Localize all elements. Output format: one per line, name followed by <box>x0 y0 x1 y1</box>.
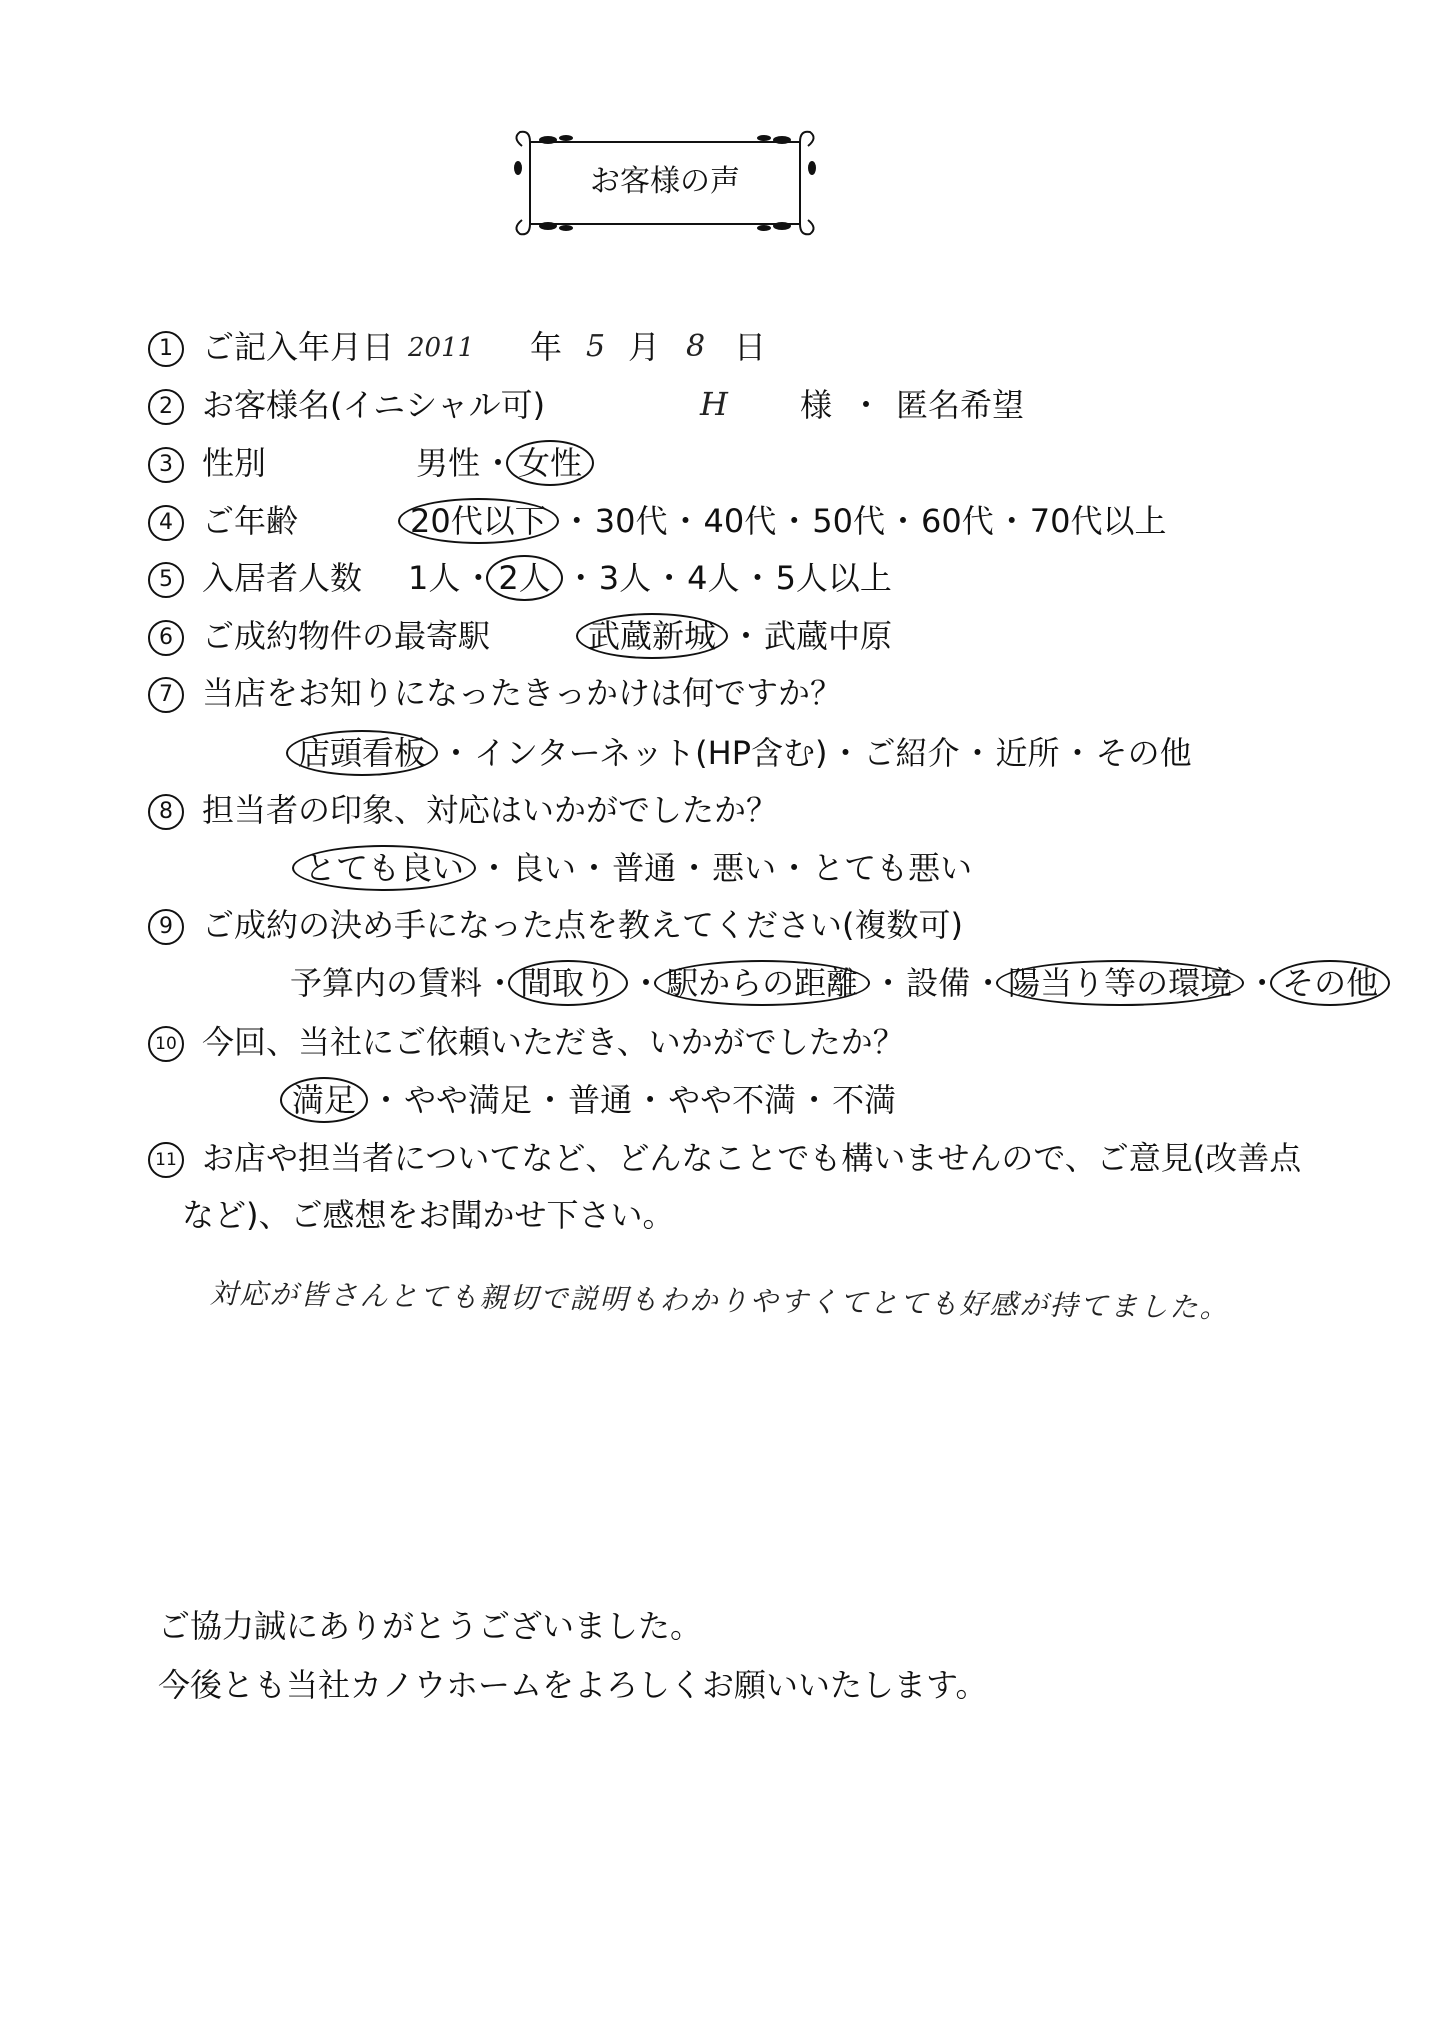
option: 1人 <box>408 559 461 597</box>
footer-thanks: ご協力誠にありがとうございました。 <box>158 1607 703 1645</box>
option: ご紹介 <box>863 734 960 772</box>
question-label: お客様名(イニシャル可) <box>202 386 546 424</box>
option-separator: ・ <box>478 849 511 887</box>
question-number: 3 <box>148 447 184 483</box>
question-6 <box>148 616 490 656</box>
question-10 <box>148 1022 905 1062</box>
option: 70代以上 <box>1029 502 1167 540</box>
question-8 <box>148 790 778 830</box>
option-separator: ・ <box>534 1081 567 1119</box>
date-day: 8 <box>686 329 706 364</box>
question-number: 8 <box>148 794 184 830</box>
anonymous-option: 匿名希望 <box>896 386 1025 424</box>
question-number: 11 <box>148 1142 184 1178</box>
date-month: 5 <box>586 329 606 364</box>
option-separator: ・ <box>578 849 611 887</box>
option: 不満 <box>832 1081 897 1119</box>
day-unit: 日 <box>734 328 767 366</box>
option: 4人 <box>687 559 740 597</box>
question-label: 性別 <box>202 444 267 482</box>
question-number: 1 <box>148 331 184 367</box>
option-separator: ・ <box>630 964 663 1002</box>
option-separator: ・ <box>484 964 517 1002</box>
option-separator: ・ <box>972 964 1005 1002</box>
question-number: 9 <box>148 909 184 945</box>
month-unit: 月 <box>628 328 661 366</box>
option-circled: 店頭看板 <box>286 730 438 776</box>
option: 設備 <box>906 964 971 1002</box>
question-1 <box>148 327 394 367</box>
question-label: 当店をお知りになったきっかけは何ですか？ <box>202 674 843 712</box>
option: その他 <box>1095 734 1192 772</box>
option: 50代 <box>812 502 885 540</box>
question-3 <box>148 443 266 483</box>
option: 60代 <box>921 502 994 540</box>
option-separator: ・ <box>778 849 811 887</box>
option-separator: ・ <box>778 502 811 540</box>
handwritten-comment: 対応が皆さんとても親切で説明もわかりやすくてとても好感が持てました。 <box>209 1276 1230 1325</box>
option: とても悪い <box>812 849 973 887</box>
name-suffix: 様 <box>800 386 833 424</box>
option-separator: ・ <box>798 1081 831 1119</box>
question-label: ご年齢 <box>202 502 299 540</box>
question-9 <box>148 905 963 945</box>
option: 普通 <box>612 849 677 887</box>
options-satisfaction <box>290 1080 896 1120</box>
option-separator: ・ <box>653 559 686 597</box>
option-circled: 20代以下 <box>398 498 559 544</box>
date-year: 2011 <box>408 333 475 363</box>
option-separator: ・ <box>995 502 1028 540</box>
option-separator: ・ <box>634 1081 667 1119</box>
option-circled: 2人 <box>486 555 562 601</box>
customer-initial: H <box>700 385 728 423</box>
option-separator: ・ <box>440 734 473 772</box>
option-separator: ・ <box>669 502 702 540</box>
option-circled: 陽当り等の環境 <box>996 960 1244 1006</box>
option-circled: 駅からの距離 <box>654 960 870 1006</box>
option-circled: 武蔵新城 <box>576 613 728 659</box>
question-4 <box>148 501 298 541</box>
options-impression <box>302 848 972 888</box>
option: 5人以上 <box>775 559 892 597</box>
question-label: お店や担当者についてなど、どんなことでも構いませんので、ご意見(改善点 <box>202 1139 1302 1177</box>
question-5 <box>148 558 362 598</box>
option-separator: ・ <box>886 502 919 540</box>
option-separator: ・ <box>730 617 763 655</box>
option-separator: ・ <box>872 964 905 1002</box>
title-banner <box>500 128 830 238</box>
option-separator: ・ <box>462 559 495 597</box>
option: 悪い <box>712 849 777 887</box>
option-circled: 女性 <box>506 440 594 486</box>
option-separator: ・ <box>482 444 515 482</box>
question-label: ご成約物件の最寄駅 <box>202 617 491 655</box>
year-unit: 年 <box>530 328 563 366</box>
name-separator: ・ <box>850 386 883 424</box>
question-number: 4 <box>148 505 184 541</box>
question-label: ご成約の決め手になった点を教えてください(複数可) <box>202 906 963 944</box>
question-number: 5 <box>148 562 184 598</box>
option-separator: ・ <box>678 849 711 887</box>
options-occupants <box>408 558 892 598</box>
option-separator: ・ <box>741 559 774 597</box>
option: 3人 <box>598 559 652 597</box>
options-station <box>586 616 892 656</box>
options-source <box>296 733 1192 773</box>
question-label: 今回、当社にご依頼いただき、いかがでしたか？ <box>202 1023 905 1061</box>
option-separator: ・ <box>829 734 862 772</box>
option: 普通 <box>568 1081 633 1119</box>
question-number: 10 <box>148 1026 184 1062</box>
question-label: 入居者人数 <box>202 559 363 597</box>
option-separator: ・ <box>961 734 994 772</box>
option: 良い <box>512 849 577 887</box>
option-circled: 満足 <box>280 1077 368 1123</box>
option: インターネット(HP含む) <box>474 734 828 772</box>
options-age <box>408 501 1166 541</box>
option: やや満足 <box>404 1081 533 1119</box>
option: やや不満 <box>668 1081 797 1119</box>
question-label: ご記入年月日 <box>202 328 395 366</box>
options-gender <box>416 443 594 483</box>
option-circled: 間取り <box>508 960 628 1006</box>
question-11 <box>148 1138 1301 1178</box>
question-7 <box>148 673 842 713</box>
option-separator: ・ <box>560 502 593 540</box>
option-separator: ・ <box>1061 734 1094 772</box>
question-number: 7 <box>148 677 184 713</box>
option-separator: ・ <box>370 1081 403 1119</box>
option-separator: ・ <box>1246 964 1279 1002</box>
question-label: 担当者の印象、対応はいかがでしたか？ <box>202 791 779 829</box>
option: 近所 <box>995 734 1060 772</box>
option: 武蔵中原 <box>764 617 893 655</box>
footer-closing: 今後とも当社カノウホームをよろしくお願いいたします。 <box>158 1666 988 1704</box>
option: 30代 <box>594 502 668 540</box>
option-circled: とても良い <box>292 845 476 891</box>
question-11-line2: など)、ご感想をお聞かせ下さい。 <box>182 1196 675 1234</box>
question-number: 6 <box>148 620 184 656</box>
options-decision <box>290 963 1390 1003</box>
option: 男性 <box>416 444 481 482</box>
question-2 <box>148 385 545 425</box>
option: 予算内の賃料 <box>290 964 483 1002</box>
question-number: 2 <box>148 389 184 425</box>
option-circled: その他 <box>1270 960 1390 1006</box>
option-separator: ・ <box>564 559 597 597</box>
option: 40代 <box>703 502 777 540</box>
page-title: お客様の声 <box>590 164 740 199</box>
